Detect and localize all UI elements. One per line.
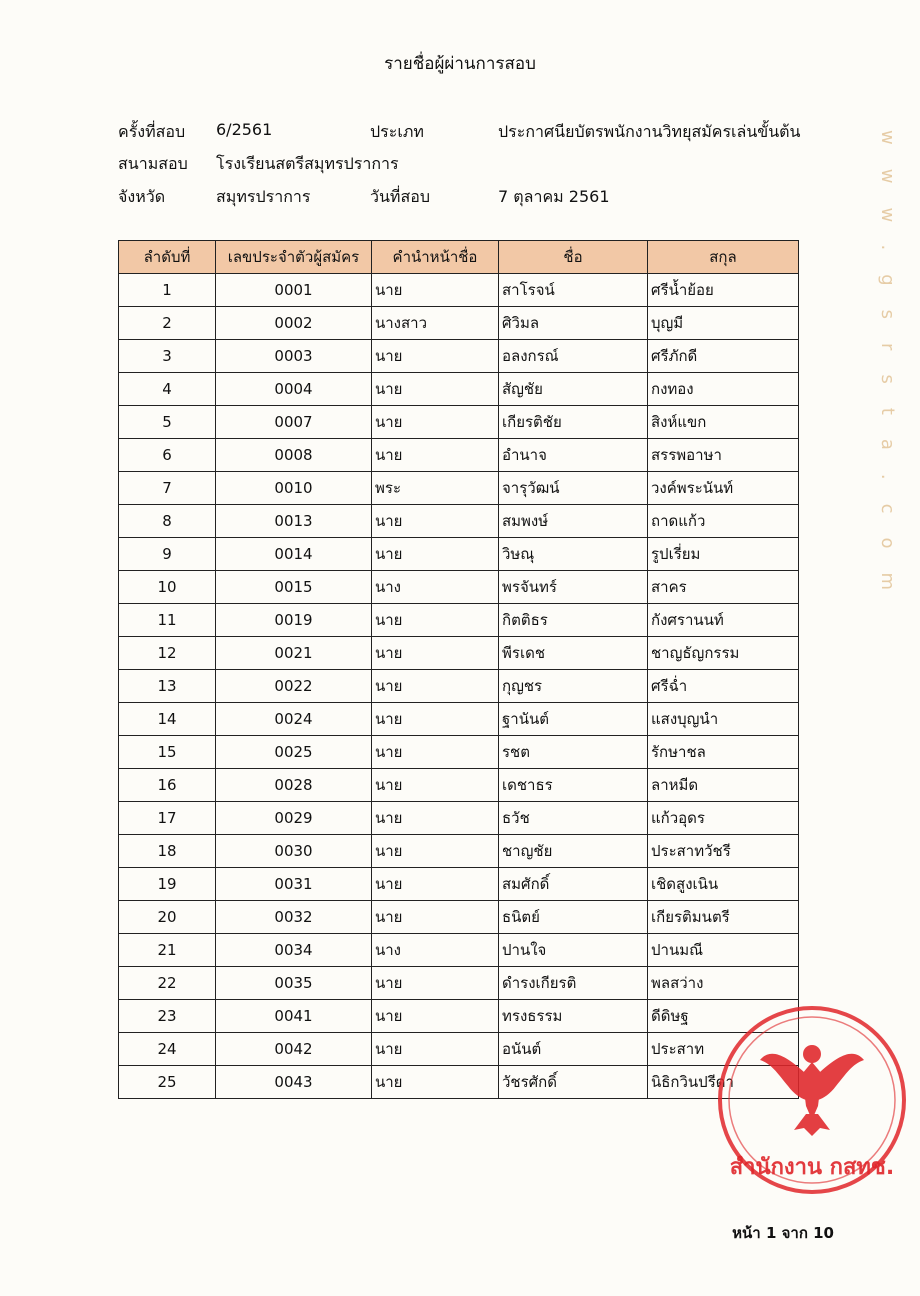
cell-order: 12 <box>119 637 216 670</box>
cell-applicant-id: 0015 <box>216 571 372 604</box>
seal-text: สำนักงาน กสทช. <box>729 1155 895 1180</box>
cell-prefix: นาง <box>372 934 499 967</box>
cell-first-name: สมพงษ์ <box>499 505 648 538</box>
table-row <box>119 934 799 967</box>
cell-first-name: ธนิตย์ <box>499 901 648 934</box>
passed-candidates-table <box>118 240 799 1099</box>
cell-prefix: นาย <box>372 769 499 802</box>
table-row <box>119 307 799 340</box>
cell-applicant-id: 0035 <box>216 967 372 1000</box>
cell-prefix: นาย <box>372 1033 499 1066</box>
cell-first-name: พีรเดช <box>499 637 648 670</box>
cell-prefix: นาย <box>372 538 499 571</box>
cell-order: 21 <box>119 934 216 967</box>
watermark: www.gsrsta.com <box>877 130 898 615</box>
cell-prefix: นางสาว <box>372 307 499 340</box>
province-label: จังหวัด <box>118 187 166 206</box>
cell-last-name: แสงบุญนำ <box>648 703 799 736</box>
venue-label: สนามสอบ <box>118 154 188 173</box>
cell-order: 7 <box>119 472 216 505</box>
cell-prefix: นาย <box>372 373 499 406</box>
table-row <box>119 1066 799 1099</box>
table-row <box>119 835 799 868</box>
venue-value: โรงเรียนสตรีสมุทรปราการ <box>216 154 399 173</box>
cell-last-name: ปานมณี <box>648 934 799 967</box>
cell-applicant-id: 0031 <box>216 868 372 901</box>
cell-applicant-id: 0022 <box>216 670 372 703</box>
cell-applicant-id: 0028 <box>216 769 372 802</box>
cell-order: 2 <box>119 307 216 340</box>
table-row <box>119 373 799 406</box>
table-row <box>119 703 799 736</box>
cell-order: 25 <box>119 1066 216 1099</box>
cell-order: 6 <box>119 439 216 472</box>
cell-applicant-id: 0003 <box>216 340 372 373</box>
table-row <box>119 1033 799 1066</box>
cell-first-name: กิตติธร <box>499 604 648 637</box>
cell-last-name: กงทอง <box>648 373 799 406</box>
table-row <box>119 274 799 307</box>
cell-order: 5 <box>119 406 216 439</box>
table-row <box>119 439 799 472</box>
cell-order: 13 <box>119 670 216 703</box>
cell-prefix: นาย <box>372 670 499 703</box>
cell-order: 23 <box>119 1000 216 1033</box>
cell-first-name: สัญชัย <box>499 373 648 406</box>
cell-order: 14 <box>119 703 216 736</box>
table-row <box>119 505 799 538</box>
cell-last-name: สาคร <box>648 571 799 604</box>
table-row <box>119 538 799 571</box>
cell-first-name: พรจันทร์ <box>499 571 648 604</box>
cell-last-name: กังศรานนท์ <box>648 604 799 637</box>
cell-first-name: กุญชร <box>499 670 648 703</box>
header-prefix: คำนำหน้าชื่อ <box>372 241 499 274</box>
cell-last-name: ประสาทวัชรี <box>648 835 799 868</box>
table-row <box>119 604 799 637</box>
cell-prefix: นาย <box>372 604 499 637</box>
round-label: ครั้งที่สอบ <box>118 122 186 141</box>
cell-order: 9 <box>119 538 216 571</box>
cell-applicant-id: 0014 <box>216 538 372 571</box>
cell-applicant-id: 0004 <box>216 373 372 406</box>
round-value: 6/2561 <box>216 120 273 139</box>
cell-last-name: นิธิกวินปรีดา <box>648 1066 799 1099</box>
cell-last-name: บุญมี <box>648 307 799 340</box>
table-row <box>119 802 799 835</box>
table-row <box>119 736 799 769</box>
cell-order: 1 <box>119 274 216 307</box>
cell-first-name: ชาญชัย <box>499 835 648 868</box>
table-row <box>119 901 799 934</box>
cell-order: 3 <box>119 340 216 373</box>
cell-applicant-id: 0013 <box>216 505 372 538</box>
cell-prefix: นาย <box>372 340 499 373</box>
cell-first-name: ฐานันต์ <box>499 703 648 736</box>
cell-order: 11 <box>119 604 216 637</box>
cell-first-name: วิษณุ <box>499 538 648 571</box>
cell-first-name: เกียรติชัย <box>499 406 648 439</box>
header-order: ลำดับที่ <box>119 241 216 274</box>
header-last-name: สกุล <box>648 241 799 274</box>
cell-last-name: พลสว่าง <box>648 967 799 1000</box>
cell-order: 19 <box>119 868 216 901</box>
cell-prefix: นาย <box>372 901 499 934</box>
cell-first-name: ปานใจ <box>499 934 648 967</box>
table-row <box>119 769 799 802</box>
page-number: หน้า 1 จาก 10 <box>732 1224 834 1242</box>
cell-last-name: ถาดแก้ว <box>648 505 799 538</box>
cell-last-name: รักษาชล <box>648 736 799 769</box>
garuda-emblem-icon <box>760 1045 864 1136</box>
cell-applicant-id: 0032 <box>216 901 372 934</box>
cell-last-name: แก้วอุดร <box>648 802 799 835</box>
cell-prefix: นาย <box>372 505 499 538</box>
cell-first-name: สมศักดิ์ <box>499 868 648 901</box>
cell-prefix: นาง <box>372 571 499 604</box>
official-seal <box>714 1002 910 1198</box>
cell-prefix: นาย <box>372 439 499 472</box>
type-value: ประกาศนียบัตรพนักงานวิทยุสมัครเล่นขั้นต้น <box>498 122 801 141</box>
table-row <box>119 670 799 703</box>
cell-order: 16 <box>119 769 216 802</box>
cell-first-name: ทรงธรรม <box>499 1000 648 1033</box>
cell-first-name: สาโรจน์ <box>499 274 648 307</box>
table-row <box>119 637 799 670</box>
cell-applicant-id: 0024 <box>216 703 372 736</box>
date-label: วันที่สอบ <box>370 187 430 206</box>
cell-order: 20 <box>119 901 216 934</box>
cell-applicant-id: 0008 <box>216 439 372 472</box>
cell-applicant-id: 0001 <box>216 274 372 307</box>
cell-applicant-id: 0029 <box>216 802 372 835</box>
cell-prefix: นาย <box>372 637 499 670</box>
cell-last-name: เชิดสูงเนิน <box>648 868 799 901</box>
table-header-row <box>119 241 799 274</box>
cell-first-name: จารุวัฒน์ <box>499 472 648 505</box>
table-row <box>119 868 799 901</box>
cell-first-name: เดชาธร <box>499 769 648 802</box>
table-row <box>119 1000 799 1033</box>
cell-last-name: สรรพอาษา <box>648 439 799 472</box>
cell-applicant-id: 0007 <box>216 406 372 439</box>
header-applicant-id: เลขประจำตัวผู้สมัคร <box>216 241 372 274</box>
cell-last-name: ชาญธัญกรรม <box>648 637 799 670</box>
cell-order: 8 <box>119 505 216 538</box>
cell-applicant-id: 0025 <box>216 736 372 769</box>
cell-order: 18 <box>119 835 216 868</box>
cell-order: 4 <box>119 373 216 406</box>
page-title: รายชื่อผู้ผ่านการสอบ <box>384 54 536 74</box>
cell-applicant-id: 0030 <box>216 835 372 868</box>
table-row <box>119 571 799 604</box>
cell-prefix: นาย <box>372 967 499 1000</box>
cell-first-name: วัชรศักดิ์ <box>499 1066 648 1099</box>
table-row <box>119 406 799 439</box>
cell-last-name: ประสาท <box>648 1033 799 1066</box>
cell-prefix: นาย <box>372 835 499 868</box>
cell-last-name: รูปเรี่ยม <box>648 538 799 571</box>
cell-prefix: นาย <box>372 868 499 901</box>
cell-first-name: อนันต์ <box>499 1033 648 1066</box>
cell-order: 15 <box>119 736 216 769</box>
cell-first-name: ธวัช <box>499 802 648 835</box>
cell-applicant-id: 0010 <box>216 472 372 505</box>
cell-first-name: รชต <box>499 736 648 769</box>
date-value: 7 ตุลาคม 2561 <box>498 187 610 206</box>
cell-last-name: ดีดิษฐ <box>648 1000 799 1033</box>
cell-prefix: นาย <box>372 736 499 769</box>
cell-first-name: อลงกรณ์ <box>499 340 648 373</box>
cell-applicant-id: 0043 <box>216 1066 372 1099</box>
cell-last-name: ศรีฉ่ำ <box>648 670 799 703</box>
cell-prefix: นาย <box>372 802 499 835</box>
cell-prefix: นาย <box>372 1066 499 1099</box>
header-first-name: ชื่อ <box>499 241 648 274</box>
cell-first-name: อำนาจ <box>499 439 648 472</box>
cell-prefix: นาย <box>372 274 499 307</box>
cell-last-name: ศรีภักดี <box>648 340 799 373</box>
table-row <box>119 340 799 373</box>
cell-last-name: ลาหมีด <box>648 769 799 802</box>
cell-last-name: ศรีน้ำย้อย <box>648 274 799 307</box>
cell-applicant-id: 0041 <box>216 1000 372 1033</box>
table-row <box>119 967 799 1000</box>
cell-order: 10 <box>119 571 216 604</box>
cell-order: 17 <box>119 802 216 835</box>
cell-first-name: ดำรงเกียรติ <box>499 967 648 1000</box>
table-row <box>119 472 799 505</box>
cell-applicant-id: 0042 <box>216 1033 372 1066</box>
cell-applicant-id: 0002 <box>216 307 372 340</box>
cell-first-name: ศิวิมล <box>499 307 648 340</box>
cell-prefix: พระ <box>372 472 499 505</box>
cell-prefix: นาย <box>372 1000 499 1033</box>
cell-last-name: วงค์พระนันท์ <box>648 472 799 505</box>
cell-applicant-id: 0034 <box>216 934 372 967</box>
province-value: สมุทรปราการ <box>216 187 311 206</box>
cell-order: 24 <box>119 1033 216 1066</box>
cell-applicant-id: 0021 <box>216 637 372 670</box>
cell-applicant-id: 0019 <box>216 604 372 637</box>
cell-order: 22 <box>119 967 216 1000</box>
cell-prefix: นาย <box>372 406 499 439</box>
cell-last-name: สิงห์แขก <box>648 406 799 439</box>
cell-prefix: นาย <box>372 703 499 736</box>
cell-last-name: เกียรติมนตรี <box>648 901 799 934</box>
type-label: ประเภท <box>370 122 424 141</box>
